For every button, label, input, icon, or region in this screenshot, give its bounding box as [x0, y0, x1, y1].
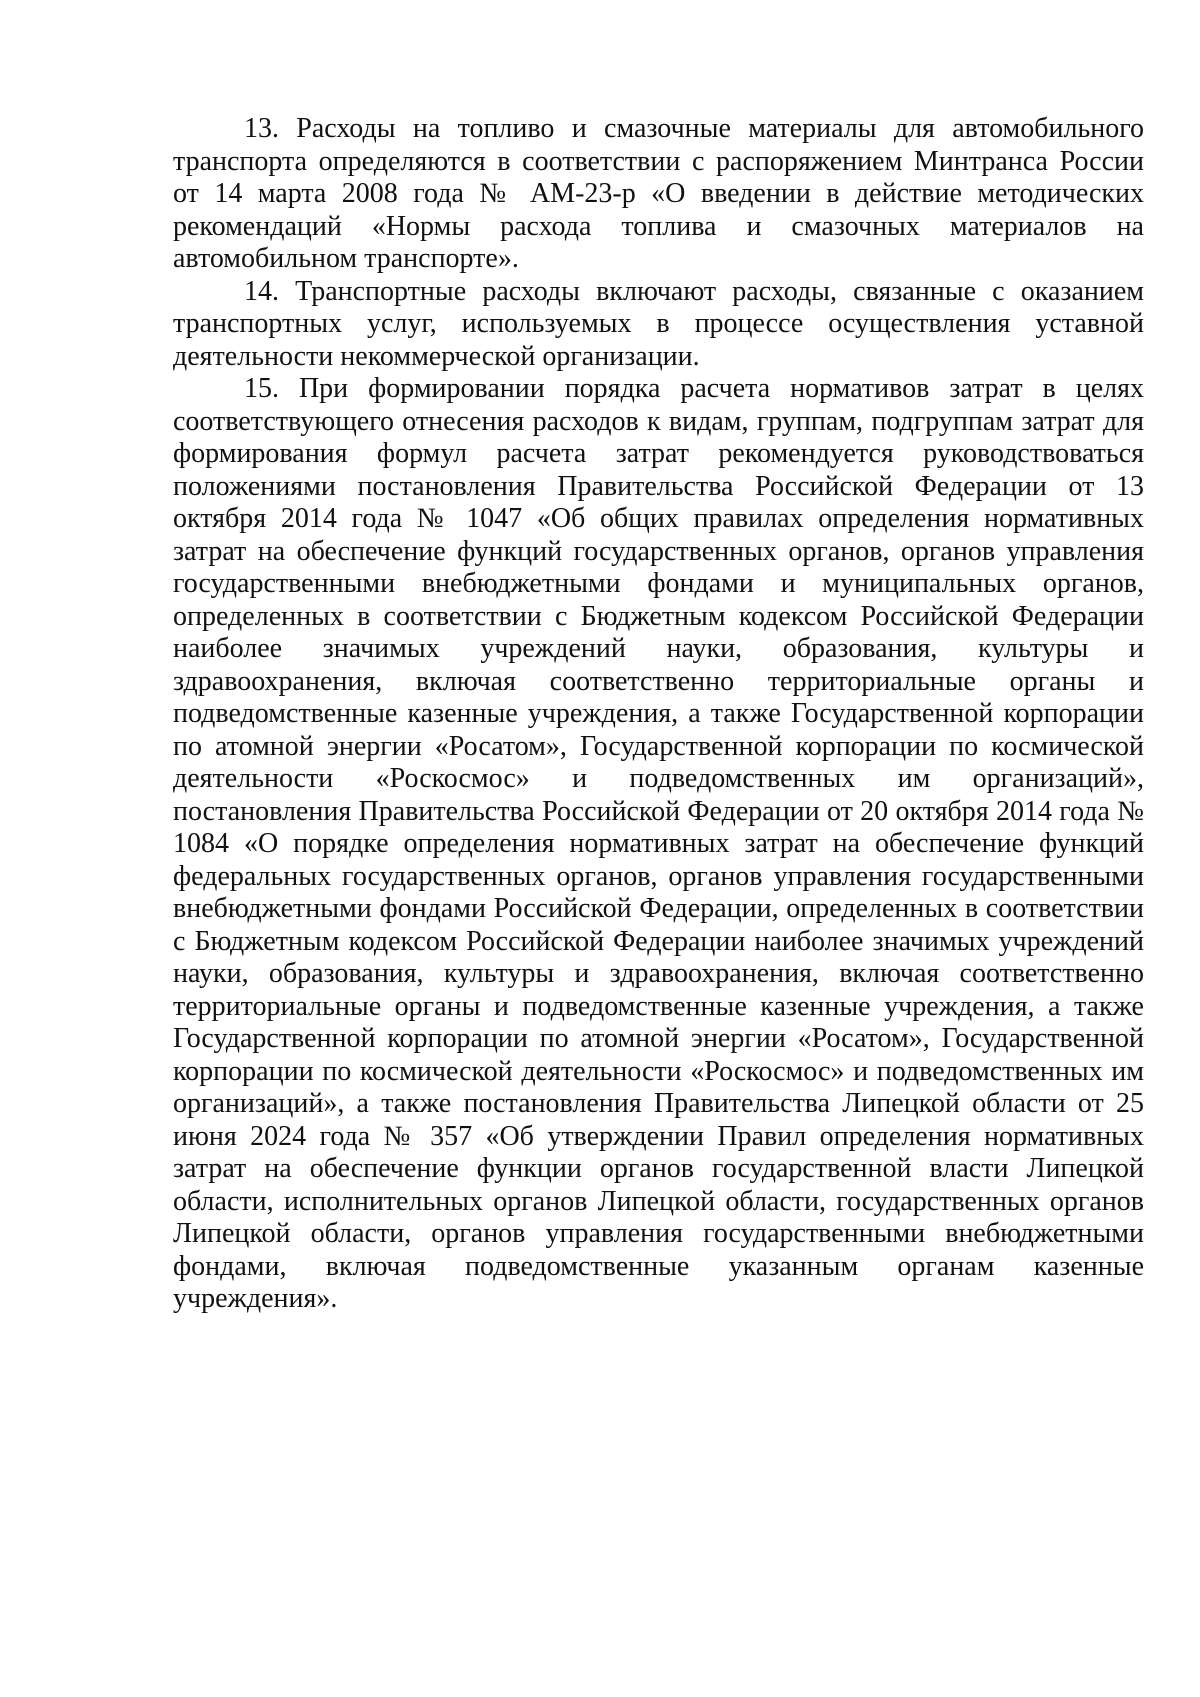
- document-body: [173, 113, 1144, 1316]
- paragraph-15-cost-standards: 15. При формировании порядка расчета нормативов затрат в целях соответствующего отнесения расходов к видам, группам, подгруппам затрат для формирования формул расчета затрат рекомендуется руководствоваться положениями постановления Правительства Российской Федерации от 13 октября 2014 года № 1047 «Об общих правилах определения нормативных затрат на обеспечение функций государственных органов, органов управления государственными внебюджетными фондами и муниципальных органов, определенных в соответствии с Бюджетным кодексом Российской Федерации наиболее значимых учреждений науки, образования, культуры и здравоохранения, включая соответственно территориальные органы и подведомственные казенные учреждения, а также Государственной корпорации по атомной энергии «Росатом», Государственной корпорации по космической деятельности «Роскосмос» и подведомственных им организаций», постановления Правительства Российской Федерации от 20 октября 2014 года № 1084 «О порядке определения нормативных затрат на обеспечение функций федеральных государственных органов, органов управления государственными внебюджетными фондами Российской Федерации, определенных в соответствии с Бюджетным кодексом Российской Федерации наиболее значимых учреждений науки, образования, культуры и здравоохранения, включая соответственно территориальные органы и подведомственные казенные учреждения, а также Государственной корпорации по атомной энергии «Росатом», Государственной корпорации по космической деятельности «Роскосмос» и подведомственных им организаций», а также постановления Правительства Липецкой области от 25 июня 2024 года № 357 «Об утверждении Правил определения нормативных затрат на обеспечение функции органов государственной власти Липецкой области, исполнительных органов Липецкой области, государственных органов Липецкой области, органов управления государственными внебюджетными фондами, включая подведомственные указанным органам казенные учреждения».: [173, 373, 1144, 1314]
- paragraph-14-transport-expenses: 14. Транспортные расходы включают расходы, связанные с оказанием транспортных услуг, используемых в процессе осуществления уставной деятельности некоммерческой организации.: [173, 275, 1144, 372]
- paragraph-13-fuel-expenses: 13. Расходы на топливо и смазочные материалы для автомобильного транспорта определяются в соответствии с распоряжением Минтранса России от 14 марта 2008 года № АМ-23-р «О введении в действие методических рекомендаций «Нормы расхода топлива и смазочных материалов на автомобильном транспорте».: [173, 113, 1144, 274]
